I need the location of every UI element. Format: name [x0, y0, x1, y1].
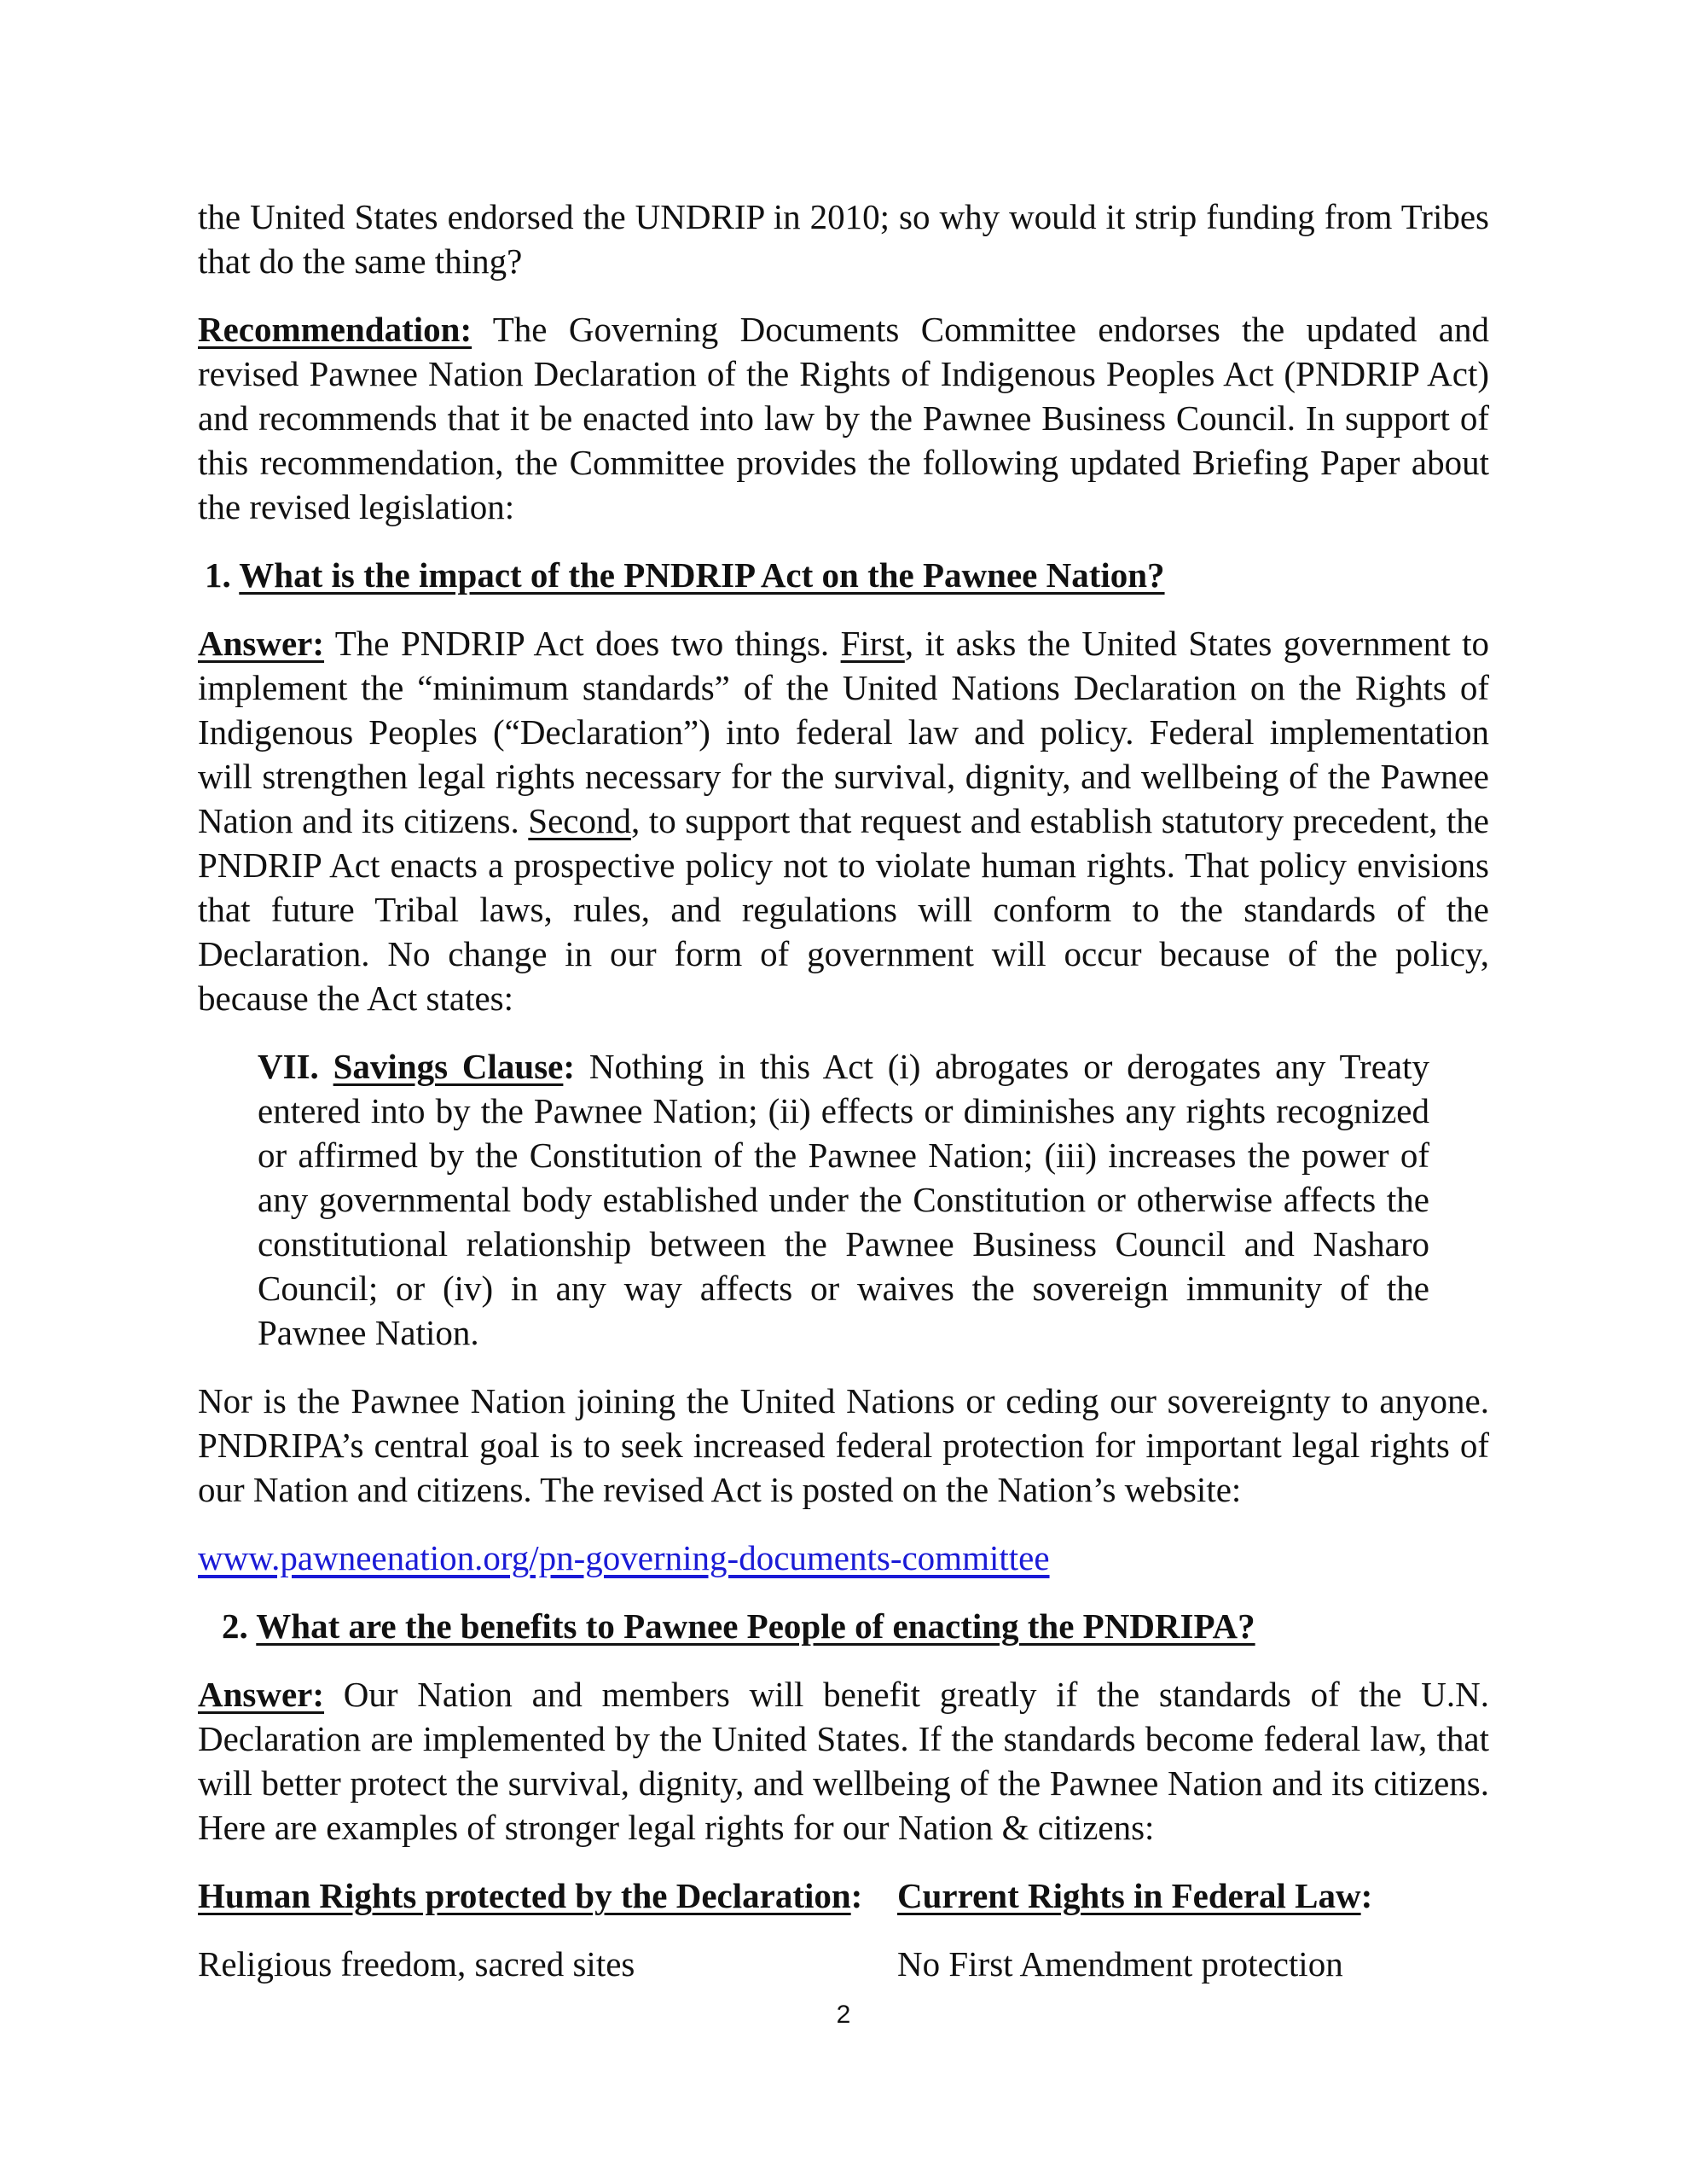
question-2-title: What are the benefits to Pawnee People of enacting the PNDRIPA? [256, 1606, 1255, 1646]
website-link-paragraph [198, 1536, 1489, 1580]
rights-header-federal [897, 1873, 1489, 1918]
savings-clause-number: VII. [258, 1047, 333, 1086]
rights-header-federal-text: Current Rights in Federal Law [897, 1876, 1361, 1915]
savings-clause-quote [258, 1044, 1429, 1355]
rights-table-header-row [198, 1873, 1489, 1918]
answer-1-paragraph [198, 621, 1489, 1020]
answer-1-text-part2: , it asks the United States government to implement the “minimum standards” of the United Nations Declaration on the Rights of Indigenous Peoples (“Declaration”) into federal law and policy. Federal implementation will strengthen legal rights necessary for the survival, dignity, and wellbeing of the Pawnee Nation and its citizens. [198, 624, 1489, 840]
page-number: 2 [836, 2001, 851, 2029]
answer-2-paragraph [198, 1672, 1489, 1850]
rights-header-declaration-colon: : [850, 1876, 863, 1915]
answer-1-label: Answer: [198, 624, 325, 663]
answer-1-first: First [840, 624, 905, 663]
answer-1-text-part3: , to support that request and establish statutory precedent, the PNDRIP Act enacts a prospective policy not to violate human rights. That policy envisions that future Tribal laws, rules, and regulations will conform to the standards of the Declaration. No change in our form of government will occur because of the policy, because the Act states: [198, 801, 1489, 1018]
rights-header-federal-colon: : [1360, 1876, 1373, 1915]
question-1-title: What is the impact of the PNDRIP Act on the Pawnee Nation? [239, 555, 1165, 595]
answer-2-text: Our Nation and members will benefit greatly if the standards of the U.N. Declaration are implemented by the United States. If the standards become federal law, that will better protect the survival, dignity, and wellbeing of the Pawnee Nation and its citizens. Here are examples of stronger legal rights for our Nation & citizens: [198, 1675, 1489, 1847]
rights-row-declaration-cell: Religious freedom, sacred sites [198, 1944, 635, 1984]
savings-clause-text: Nothing in this Act (i) abrogates or derogates any Treaty entered into by the Pawnee Nation; (ii) effects or diminishes any rights recognized or affirmed by the Constitution of the Pawnee Nation; (iii) increases the power of any governmental body established under the Constitution or otherwise affects the constitutional relationship between the Pawnee Business Council and Nasharo Council; or (iv) in any way affects or waives the sovereign immunity of the Pawnee Nation. [258, 1047, 1429, 1352]
answer-1-text-part1: The PNDRIP Act does two things. [324, 624, 841, 663]
answer-1-second: Second [528, 801, 631, 840]
question-2-heading [198, 1604, 1489, 1648]
question-2-number: 2. [222, 1606, 257, 1646]
nor-paragraph: Nor is the Pawnee Nation joining the United Nations or ceding our sovereignty to anyone. PNDRIPA’s central goal is to seek increased federal protection for important legal rights of our Nation and citizens. The revised Act is posted on the Nation’s website: [198, 1381, 1489, 1509]
page-content [198, 195, 1489, 1986]
recommendation-paragraph [198, 307, 1489, 529]
answer-2-label: Answer: [198, 1675, 325, 1714]
rights-table-row [198, 1942, 1489, 1986]
recommendation-text: The Governing Documents Committee endorses the updated and revised Pawnee Nation Declaration of the Rights of Indigenous Peoples Act (PNDRIP Act) and recommends that it be enacted into law by the Pawnee Business Council. In support of this recommendation, the Committee provides the following updated Briefing Paper about the revised legislation: [198, 310, 1489, 526]
question-1-number: 1. [205, 555, 240, 595]
intro-paragraph: the United States endorsed the UNDRIP in 2010; so why would it strip funding from Tribes that do the same thing? [198, 197, 1489, 281]
website-link[interactable]: www.pawneenation.org/pn-governing-documents-committee [198, 1538, 1050, 1577]
rights-header-declaration [198, 1873, 897, 1918]
question-1-heading [198, 553, 1489, 597]
recommendation-label: Recommendation: [198, 310, 472, 349]
savings-clause-colon: : [563, 1047, 576, 1086]
rights-header-declaration-text: Human Rights protected by the Declaration [198, 1876, 851, 1915]
savings-clause-label: Savings Clause [333, 1047, 564, 1086]
rights-row-federal-cell: No First Amendment protection [897, 1944, 1343, 1984]
